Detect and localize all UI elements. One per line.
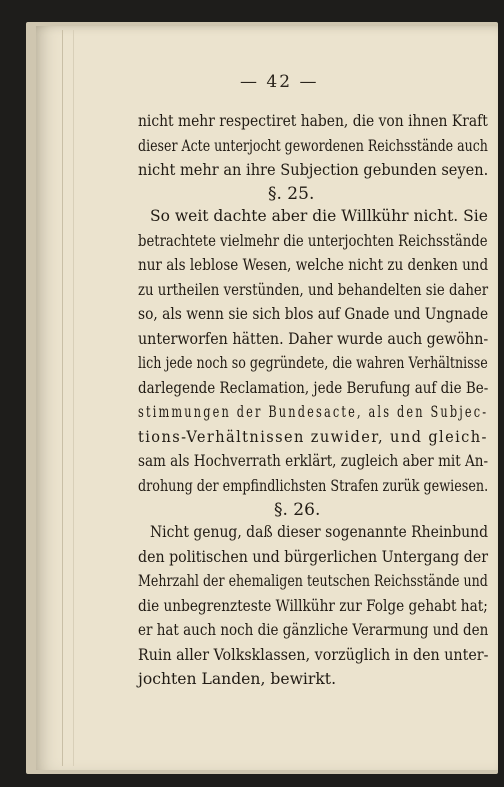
- text-line: nur als leblose Wesen, welche nicht zu denken und: [138, 256, 489, 274]
- page-gutter-lines: [62, 30, 74, 766]
- text-line: nicht mehr an ihre Subjection gebunden seyen.: [138, 161, 489, 179]
- text-line: so, als wenn sie sich blos auf Gnade und Ungnade: [138, 305, 489, 323]
- text-line: Ruin aller Volksklassen, vorzüglich in den unter-: [138, 646, 489, 664]
- text-line: Mehrzahl der ehemaligen teutschen Reichsstände und: [138, 572, 488, 590]
- text-line: nicht mehr respectiret haben, die von ihnen Kraft: [138, 112, 488, 130]
- page-number: — 42 —: [240, 72, 319, 92]
- section-heading-26: §. 26.: [274, 500, 321, 520]
- text-line: Nicht genug, daß dieser sogenannte Rheinbund: [150, 523, 488, 541]
- text-line: unterworfen hätten. Daher wurde auch gewöhn-: [138, 330, 489, 348]
- text-line: den politischen und bürgerlichen Untergang der: [138, 548, 488, 566]
- text-line: sam als Hochverrath erklärt, zugleich aber mit An-: [138, 452, 489, 470]
- text-line: stimmungen der Bundesacte, als den Subjec-: [138, 403, 489, 421]
- section-heading-25: §. 25.: [268, 184, 315, 204]
- text-line: So weit dachte aber die Willkühr nicht. Sie: [150, 207, 488, 225]
- text-line: darlegende Reclamation, jede Berufung auf die Be-: [138, 379, 489, 397]
- text-line: tions-Verhältnissen zuwider, und gleich-: [138, 428, 488, 446]
- text-line: dieser Acte unterjocht gewordenen Reichsstände auch: [138, 137, 488, 155]
- text-line: er hat auch noch die gänzliche Verarmung und den: [138, 621, 489, 639]
- text-line: lich jede noch so gegründete, die wahren Verhältnisse: [138, 354, 488, 372]
- text-line: betrachtete vielmehr die unterjochten Reichsstände: [138, 232, 488, 250]
- text-line: die unbegrenzteste Willkühr zur Folge gehabt hat;: [138, 597, 488, 615]
- text-line: jochten Landen, bewirkt.: [138, 670, 337, 688]
- text-line: zu urtheilen verstünden, und behandelten sie daher: [138, 281, 489, 299]
- text-line: drohung der empfindlichsten Strafen zurük gewiesen.: [138, 477, 489, 495]
